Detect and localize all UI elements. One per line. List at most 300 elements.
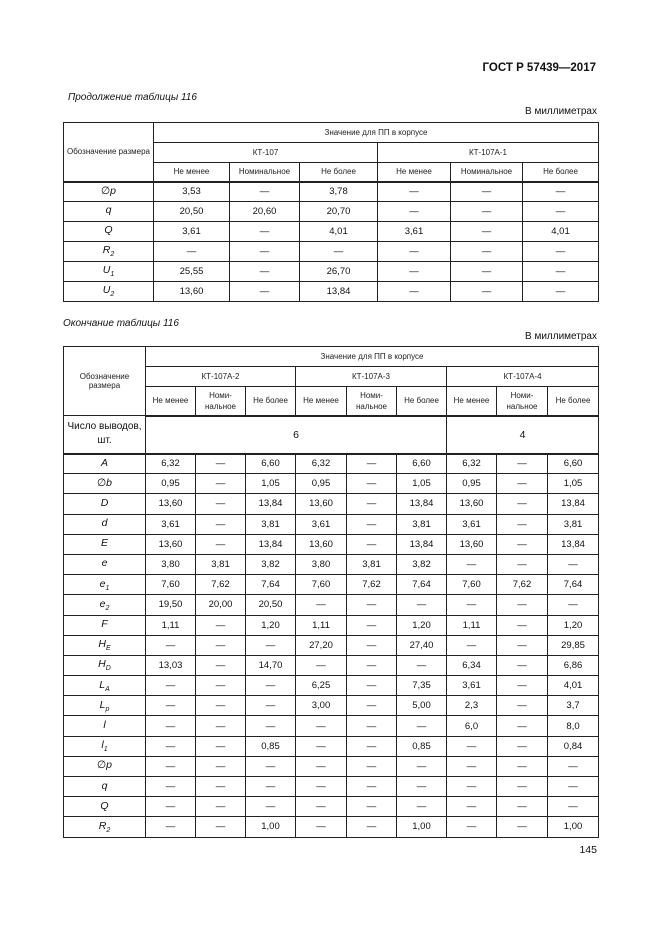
- table-cell: —: [548, 797, 599, 817]
- table-row: [64, 454, 599, 474]
- table-cell: —: [397, 716, 447, 736]
- table-cell: —: [196, 514, 246, 534]
- dimension-symbol: [64, 454, 146, 474]
- table1-caption: Продолжение таблицы 116: [68, 92, 197, 103]
- table-cell: —: [146, 716, 196, 736]
- table-cell: —: [497, 716, 548, 736]
- table-cell: 3,81: [347, 554, 397, 574]
- table-cell: 6,60: [246, 454, 296, 474]
- table-cell: 0,95: [146, 474, 196, 494]
- table-cell: —: [196, 777, 246, 797]
- table-cell: 13,84: [397, 494, 447, 514]
- table-cell: 7,60: [296, 575, 347, 595]
- table-cell: —: [497, 797, 548, 817]
- table-row: [64, 554, 599, 574]
- table-cell: 4,01: [300, 222, 378, 242]
- table-cell: 3,80: [146, 554, 196, 574]
- symbol-letter: e: [99, 597, 106, 610]
- table-row: [64, 676, 599, 696]
- symbol-subscript: 2: [110, 251, 115, 259]
- table-cell: —: [497, 817, 548, 837]
- table-cell: —: [246, 635, 296, 655]
- table-cell: —: [397, 797, 447, 817]
- table-cell: —: [497, 554, 548, 574]
- table-row: [64, 797, 599, 817]
- group-header: Значение для ПП в корпусе: [146, 347, 599, 367]
- pins-label: Число выводов, шт.: [64, 416, 146, 454]
- dimension-symbol: [64, 817, 146, 837]
- table-cell: 7,62: [347, 575, 397, 595]
- table-cell: —: [347, 494, 397, 514]
- symbol-letter: H: [98, 638, 106, 651]
- table-cell: —: [451, 202, 523, 222]
- table-row: [64, 242, 599, 262]
- table-row: [64, 494, 599, 514]
- dimension-symbol: [64, 202, 154, 222]
- table-cell: —: [378, 202, 451, 222]
- table-cell: —: [497, 615, 548, 635]
- table-cell: 7,35: [397, 676, 447, 696]
- subheader: Не менее: [296, 387, 347, 416]
- table-cell: 14,70: [246, 655, 296, 675]
- table2-caption: Окончание таблицы 116: [63, 318, 179, 329]
- table-cell: —: [347, 534, 397, 554]
- table-cell: 7,60: [447, 575, 497, 595]
- symbol-subscript: 1: [110, 271, 115, 279]
- table-cell: 3,61: [296, 514, 347, 534]
- table-cell: —: [296, 736, 347, 756]
- table-cell: 13,84: [397, 534, 447, 554]
- table-cell: 20,70: [300, 202, 378, 222]
- table-cell: —: [447, 635, 497, 655]
- table-row: [64, 534, 599, 554]
- symbol-subscript: 2: [106, 827, 111, 835]
- table-cell: 7,60: [146, 575, 196, 595]
- package-header: КТ-107А-3: [296, 367, 447, 387]
- table-cell: —: [196, 474, 246, 494]
- symbol-letter: L: [99, 678, 106, 691]
- table-cell: —: [300, 242, 378, 262]
- table-cell: 3,61: [447, 676, 497, 696]
- table-cell: 1,00: [548, 817, 599, 837]
- table-cell: —: [378, 262, 451, 282]
- table-cell: —: [451, 182, 523, 202]
- table-cell: 13,60: [296, 534, 347, 554]
- subheader: Номинальное: [451, 163, 523, 182]
- symbol-letter: R: [98, 819, 107, 832]
- table-cell: —: [230, 262, 300, 282]
- table-cell: —: [447, 797, 497, 817]
- table-cell: —: [347, 615, 397, 635]
- dimension-symbol: [64, 534, 146, 554]
- table-cell: 4,01: [523, 222, 599, 242]
- table-cell: —: [246, 696, 296, 716]
- table-cell: —: [523, 242, 599, 262]
- table-cell: 20,50: [246, 595, 296, 615]
- table-cell: 3,80: [296, 554, 347, 574]
- table-cell: 25,55: [154, 262, 230, 282]
- table-cell: 13,84: [246, 534, 296, 554]
- symbol-letter: R: [102, 244, 111, 257]
- table-row: [64, 777, 599, 797]
- table-cell: 1,00: [246, 817, 296, 837]
- table-cell: 13,84: [548, 534, 599, 554]
- dimension-symbol: [64, 696, 146, 716]
- table-cell: —: [451, 242, 523, 262]
- table-cell: —: [347, 514, 397, 534]
- table-cell: —: [196, 534, 246, 554]
- table-cell: 29,85: [548, 635, 599, 655]
- table-cell: —: [447, 777, 497, 797]
- table-cell: 20,50: [154, 202, 230, 222]
- table-cell: —: [146, 817, 196, 837]
- table-cell: —: [523, 182, 599, 202]
- table-cell: 13,60: [154, 282, 230, 302]
- table-cell: 13,60: [447, 534, 497, 554]
- symbol-letter: q: [101, 779, 108, 792]
- subheader: Не менее: [447, 387, 497, 416]
- package-header: КТ-107А-2: [146, 367, 296, 387]
- table-cell: 27,20: [296, 635, 347, 655]
- table-cell: —: [523, 262, 599, 282]
- table-cell: 20,60: [230, 202, 300, 222]
- dimension-symbol: [64, 182, 154, 202]
- table-cell: 3,81: [397, 514, 447, 534]
- table-row: [64, 817, 599, 837]
- table-cell: —: [196, 676, 246, 696]
- table-cell: 0,95: [447, 474, 497, 494]
- dimension-symbol: [64, 676, 146, 696]
- table-cell: —: [447, 736, 497, 756]
- table-cell: 6,32: [146, 454, 196, 474]
- table-cell: —: [154, 242, 230, 262]
- table-cell: —: [347, 474, 397, 494]
- dimension-symbol: [64, 514, 146, 534]
- table-cell: —: [497, 696, 548, 716]
- table-cell: 8,0: [548, 716, 599, 736]
- dimension-symbol: [64, 554, 146, 574]
- table-cell: 1,05: [397, 474, 447, 494]
- dimension-symbol: [64, 756, 146, 776]
- table-cell: 13,84: [548, 494, 599, 514]
- symbol-letter: e: [101, 557, 108, 570]
- dimension-symbol: [64, 797, 146, 817]
- designation-header: Обозначение размера: [64, 123, 154, 182]
- dimension-symbol: [64, 777, 146, 797]
- table-cell: —: [246, 716, 296, 736]
- table-cell: 3,7: [548, 696, 599, 716]
- symbol-subscript: E: [105, 645, 111, 653]
- table-cell: —: [146, 676, 196, 696]
- table-cell: —: [523, 202, 599, 222]
- table-cell: 4,01: [548, 676, 599, 696]
- table-cell: 3,81: [196, 554, 246, 574]
- table-cell: —: [548, 554, 599, 574]
- table-cell: —: [523, 282, 599, 302]
- table-cell: —: [347, 655, 397, 675]
- table-cell: —: [196, 736, 246, 756]
- table-cell: 0,85: [397, 736, 447, 756]
- symbol-letter: D: [100, 496, 109, 509]
- table-cell: 6,34: [447, 655, 497, 675]
- table-cell: —: [196, 797, 246, 817]
- table-row: [64, 696, 599, 716]
- table-cell: —: [497, 736, 548, 756]
- table-cell: —: [296, 777, 347, 797]
- table1: [63, 122, 599, 302]
- table-cell: 1,20: [246, 615, 296, 635]
- table-cell: 3,61: [154, 222, 230, 242]
- dimension-symbol: [64, 282, 154, 302]
- table-cell: —: [447, 595, 497, 615]
- table-cell: 3,61: [146, 514, 196, 534]
- table-cell: 13,60: [296, 494, 347, 514]
- symbol-subscript: 2: [105, 604, 110, 612]
- table-row: [64, 756, 599, 776]
- subheader: Не менее: [154, 163, 230, 182]
- subheader: Не более: [548, 387, 599, 416]
- symbol-letter: L: [99, 698, 106, 711]
- table-cell: 7,64: [246, 575, 296, 595]
- symbol-letter: ∅p: [97, 759, 112, 772]
- dimension-symbol: [64, 222, 154, 242]
- table-cell: 0,85: [246, 736, 296, 756]
- package-header: КТ-107А-1: [378, 143, 599, 163]
- table-cell: —: [230, 282, 300, 302]
- table-cell: —: [347, 777, 397, 797]
- table-cell: 0,84: [548, 736, 599, 756]
- symbol-subscript: D: [105, 665, 111, 673]
- document-header: ГОСТ Р 57439—2017: [482, 62, 596, 74]
- table-cell: —: [497, 474, 548, 494]
- page-number: 145: [579, 844, 597, 856]
- table-cell: 1,05: [548, 474, 599, 494]
- table-cell: —: [347, 676, 397, 696]
- table1-units: В миллиметрах: [525, 106, 597, 117]
- table-cell: —: [497, 454, 548, 474]
- dimension-symbol: [64, 242, 154, 262]
- table-row: [64, 716, 599, 736]
- table-row: [64, 595, 599, 615]
- table-cell: —: [548, 756, 599, 776]
- table-cell: 3,81: [246, 514, 296, 534]
- table-cell: 5,00: [397, 696, 447, 716]
- table-cell: —: [497, 756, 548, 776]
- table-cell: —: [451, 222, 523, 242]
- symbol-letter: U: [102, 284, 111, 297]
- dimension-symbol: [64, 575, 146, 595]
- table-cell: —: [347, 716, 397, 736]
- table-cell: —: [230, 182, 300, 202]
- table-cell: —: [397, 655, 447, 675]
- symbol-letter: l: [103, 718, 106, 731]
- table-cell: 0,95: [296, 474, 347, 494]
- table-cell: —: [548, 595, 599, 615]
- table-cell: —: [196, 696, 246, 716]
- table-cell: —: [378, 282, 451, 302]
- table-cell: —: [296, 655, 347, 675]
- symbol-letter: U: [102, 264, 111, 277]
- dimension-symbol: [64, 615, 146, 635]
- dimension-symbol: [64, 595, 146, 615]
- pins-value: 4: [447, 416, 599, 454]
- table-cell: 3,81: [548, 514, 599, 534]
- symbol-letter: F: [101, 618, 108, 631]
- table-cell: —: [246, 676, 296, 696]
- table-row: [64, 655, 599, 675]
- table-row: [64, 514, 599, 534]
- table-cell: —: [497, 494, 548, 514]
- symbol-letter: d: [101, 517, 108, 530]
- symbol-letter: e: [99, 577, 106, 590]
- dimension-symbol: [64, 494, 146, 514]
- table-cell: —: [347, 756, 397, 776]
- table-cell: 26,70: [300, 262, 378, 282]
- table-cell: 6,25: [296, 676, 347, 696]
- table-cell: —: [397, 756, 447, 776]
- table-cell: 13,03: [146, 655, 196, 675]
- table-cell: 1,20: [548, 615, 599, 635]
- subheader: Не менее: [378, 163, 451, 182]
- table-cell: —: [451, 262, 523, 282]
- table-cell: —: [196, 635, 246, 655]
- table-cell: 1,11: [447, 615, 497, 635]
- table-cell: —: [246, 756, 296, 776]
- table-cell: —: [548, 777, 599, 797]
- table-cell: 19,50: [146, 595, 196, 615]
- group-header: Значение для ПП в корпусе: [154, 123, 599, 143]
- table-cell: —: [397, 595, 447, 615]
- table-cell: —: [196, 494, 246, 514]
- package-header: КТ-107А-4: [447, 367, 599, 387]
- package-header: КТ-107: [154, 143, 378, 163]
- symbol-letter: ∅p: [101, 184, 116, 197]
- subheader: Номи-нальное: [196, 387, 246, 416]
- table-cell: 7,62: [196, 575, 246, 595]
- subheader: Номи-нальное: [347, 387, 397, 416]
- table-cell: —: [230, 222, 300, 242]
- table-cell: 3,82: [246, 554, 296, 574]
- table-cell: —: [146, 696, 196, 716]
- subheader: Не более: [300, 163, 378, 182]
- symbol-subscript: 1: [105, 584, 110, 592]
- symbol-letter: H: [98, 658, 106, 671]
- table-cell: 6,86: [548, 655, 599, 675]
- table-cell: 7,64: [397, 575, 447, 595]
- table-cell: 20,00: [196, 595, 246, 615]
- table-cell: 2,3: [447, 696, 497, 716]
- symbol-subscript: 2: [110, 291, 115, 299]
- table-row: [64, 615, 599, 635]
- table-cell: —: [447, 554, 497, 574]
- table-cell: 3,61: [378, 222, 451, 242]
- subheader: Не более: [246, 387, 296, 416]
- symbol-subscript: 1: [103, 746, 108, 754]
- table-cell: —: [347, 817, 397, 837]
- table-cell: 13,60: [146, 494, 196, 514]
- table-cell: 13,60: [146, 534, 196, 554]
- table-cell: —: [451, 282, 523, 302]
- table-cell: —: [497, 595, 548, 615]
- dimension-symbol: [64, 262, 154, 282]
- table-cell: —: [296, 817, 347, 837]
- dimension-symbol: [64, 474, 146, 494]
- dimension-symbol: [64, 655, 146, 675]
- table-cell: 7,62: [497, 575, 548, 595]
- symbol-letter: l: [101, 739, 104, 752]
- table-cell: —: [347, 797, 397, 817]
- table-cell: —: [296, 716, 347, 736]
- symbol-letter: E: [100, 537, 108, 550]
- table-cell: 3,78: [300, 182, 378, 202]
- table-cell: 13,84: [246, 494, 296, 514]
- table-cell: —: [146, 797, 196, 817]
- symbol-letter: Q: [100, 799, 109, 812]
- table-cell: 7,64: [548, 575, 599, 595]
- table-cell: —: [347, 736, 397, 756]
- dimension-symbol: [64, 716, 146, 736]
- symbol-letter: q: [105, 204, 112, 217]
- table-cell: —: [196, 756, 246, 776]
- table-cell: 6,60: [548, 454, 599, 474]
- table-row: [64, 736, 599, 756]
- table-cell: —: [378, 182, 451, 202]
- table-cell: —: [296, 595, 347, 615]
- table-cell: —: [196, 454, 246, 474]
- table-cell: 6,32: [447, 454, 497, 474]
- table-cell: —: [230, 242, 300, 262]
- table-cell: —: [397, 777, 447, 797]
- symbol-letter: A: [100, 456, 108, 469]
- table-cell: —: [146, 736, 196, 756]
- table-cell: 6,32: [296, 454, 347, 474]
- table-row: [64, 635, 599, 655]
- subheader: Не более: [523, 163, 599, 182]
- table-cell: —: [497, 655, 548, 675]
- table-cell: —: [497, 534, 548, 554]
- table-cell: —: [497, 635, 548, 655]
- table2-units: В миллиметрах: [525, 331, 597, 342]
- table-cell: —: [347, 696, 397, 716]
- table-cell: —: [447, 756, 497, 776]
- table-cell: 13,84: [300, 282, 378, 302]
- table-row: [64, 182, 599, 202]
- table-cell: —: [146, 756, 196, 776]
- table-cell: 3,00: [296, 696, 347, 716]
- table-cell: —: [296, 756, 347, 776]
- subheader: Не менее: [146, 387, 196, 416]
- table-cell: —: [196, 817, 246, 837]
- table-cell: —: [196, 655, 246, 675]
- subheader: Номинальное: [230, 163, 300, 182]
- table-cell: —: [347, 454, 397, 474]
- table-cell: —: [146, 777, 196, 797]
- table-cell: 6,60: [397, 454, 447, 474]
- table2: [63, 346, 599, 838]
- table-cell: —: [347, 595, 397, 615]
- symbol-letter: ∅b: [97, 476, 112, 489]
- table-cell: —: [146, 635, 196, 655]
- table-row: [64, 262, 599, 282]
- table-cell: —: [378, 242, 451, 262]
- table-cell: 1,20: [397, 615, 447, 635]
- table-cell: 1,11: [296, 615, 347, 635]
- table-row: [64, 474, 599, 494]
- table-cell: —: [347, 635, 397, 655]
- table-row: [64, 282, 599, 302]
- symbol-letter: Q: [104, 224, 113, 237]
- table-row: [64, 202, 599, 222]
